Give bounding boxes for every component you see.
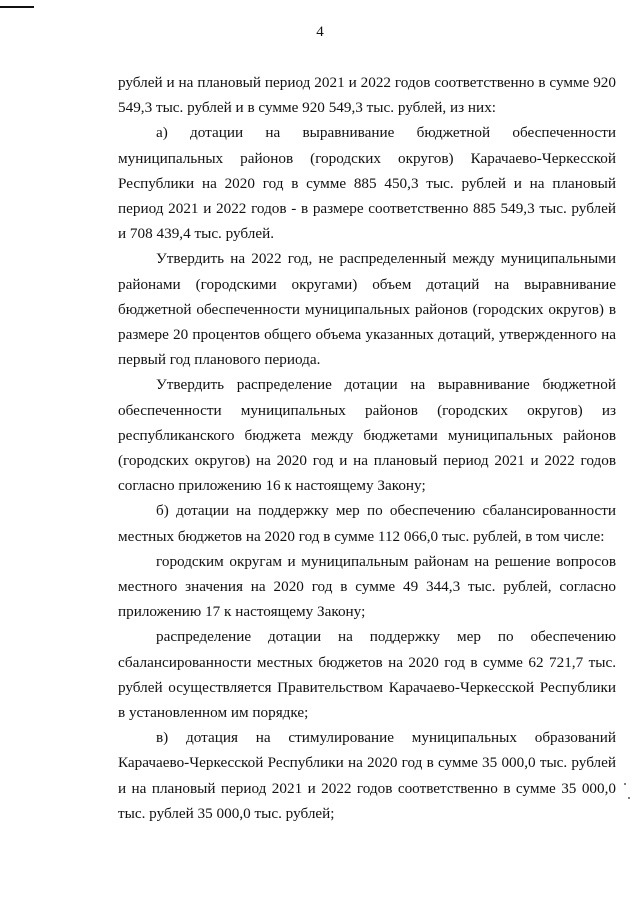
document-body [118, 70, 616, 826]
paragraph-item-b: б) дотации на поддержку мер по обеспечению сбалансированности местных бюджетов на 2020 год в сумме 112 066,0 тыс. рублей, в том числе: [118, 502, 616, 545]
scan-speck [628, 797, 630, 799]
paragraph-item-v: в) дотация на стимулирование муниципальных образований Карачаево-Черкесской Республики на 2020 год в сумме 35 000,0 тыс. рублей и на плановый период 2021 и 2022 годов соответственно в сумме 35 000,0 тыс. рублей 35 000,0 тыс. рублей; [118, 729, 616, 822]
paragraph-distribution: Утвердить распределение дотации на выравнивание бюджетной обеспеченности муниципальных районов (городских округов) из республиканского бюджета между бюджетами муниципальных районов (городских округов) на 2020 год и на плановый период 2021 и 2022 годов согласно приложению 16 к настоящему Закону; [118, 376, 616, 495]
paragraph-balance-distribution: распределение дотации на поддержку мер по обеспечению сбалансированности местных бюджетов на 2020 год в сумме 62 721,7 тыс. рублей осуществляется Правительством Карачаево-Черкесской Республики в установленном им порядке; [118, 628, 616, 722]
paragraph-item-a: а) дотации на выравнивание бюджетной обеспеченности муниципальных районов (городских округов) Карачаево-Черкесской Республики на 2020 год в сумме 885 450,3 тыс. рублей и на плановый период 2021 и 2022 годов - в размере соответственно 885 549,3 тыс. рублей и 708 439,4 тыс. рублей. [118, 124, 616, 243]
paragraph-undistributed-volume: Утвердить на 2022 год, не распределенный между муниципальными районами (городскими округами) объем дотаций на выравнивание бюджетной обеспеченности муниципальных районов (городских округов) в размере 20 процентов общего объема указанных дотаций, утвержденного на первый год планового периода. [118, 250, 616, 369]
paragraph-continuation: рублей и на плановый период 2021 и 2022 годов соответственно в сумме 920 549,3 тыс. рублей и в сумме 920 549,3 тыс. рублей, из них: [118, 74, 616, 117]
page-number: 4 [316, 24, 324, 40]
scan-speck [624, 783, 626, 785]
paragraph-urban-districts: городским округам и муниципальным районам на решение вопросов местного значения на 2020 год в сумме 49 344,3 тыс. рублей, согласно приложению 17 к настоящему Закону; [118, 552, 616, 621]
scan-edge-mark [0, 6, 34, 8]
